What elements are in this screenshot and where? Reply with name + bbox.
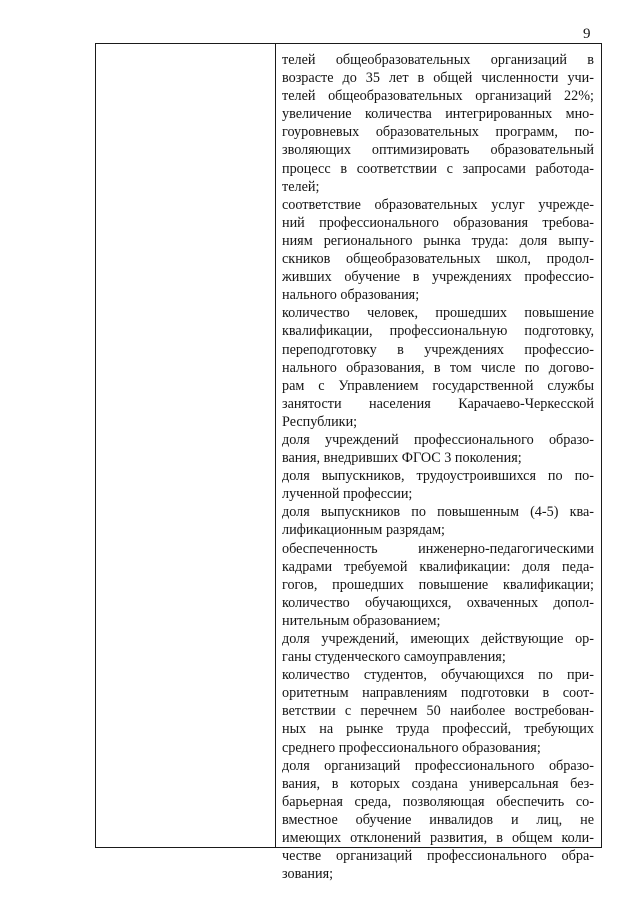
text-line: количество студентов, обучающихся по при-	[282, 667, 594, 684]
text-line: ветствии с перечнем 50 наиболее востребован-	[282, 703, 594, 720]
page-number: 9	[583, 26, 591, 42]
table-right-cell	[282, 51, 594, 883]
text-line: скников общеобразовательных школ, продол-	[282, 251, 594, 268]
text-line: нального образования, в том числе по догово-	[282, 359, 594, 376]
text-line: количество обучающихся, охваченных допол-	[282, 594, 594, 611]
text-line: гоуровневых образовательных программ, по-	[282, 124, 594, 141]
text-line: возрасте до 35 лет в общей численности учи-	[282, 70, 594, 87]
text-line: переподготовку в учреждениях профессио-	[282, 341, 594, 358]
text-line: ний профессионального образования требова-	[282, 214, 594, 231]
text-line: вания, в которых создана универсальная без-	[282, 775, 594, 792]
document-table	[95, 43, 602, 883]
text-line: гогов, прошедших повышение квалификации;	[282, 576, 594, 593]
text-line: ных на рынке труда профессий, требующих	[282, 721, 594, 738]
text-line: лученной профессии;	[282, 486, 413, 503]
text-line: нального образования;	[282, 287, 420, 304]
text-line: ниям регионального рынка труда: доля выпу-	[282, 232, 594, 249]
text-line: зволяющих оптимизировать образовательный	[282, 142, 594, 159]
text-line: живших обучение в учреждениях профессио-	[282, 269, 594, 286]
text-line: телей;	[282, 178, 320, 195]
text-line: рам с Управлением государственной службы	[282, 377, 594, 394]
text-line: соответствие образовательных услуг учрежде-	[282, 196, 594, 213]
text-line: нительным образованием;	[282, 612, 441, 629]
text-line: зования;	[282, 866, 334, 883]
text-line: вместное обучение инвалидов и лиц, не	[282, 811, 594, 828]
text-line: ганы студенческого самоуправления;	[282, 649, 506, 666]
text-line: доля учреждений, имеющих действующие ор-	[282, 631, 594, 647]
table-left-cell	[96, 44, 276, 847]
text-line: занятости населения Карачаево-Черкесской	[282, 395, 594, 412]
text-line: доля организаций профессионального образо-	[282, 757, 594, 774]
text-line: оритетным направлениям подготовки в соот-	[282, 685, 594, 702]
text-line: доля выпускников по повышенным (4-5) ква-	[282, 504, 594, 521]
text-line: телей общеобразовательных организаций в	[282, 52, 594, 68]
text-line: доля выпускников, трудоустроившихся по по-	[282, 468, 594, 485]
text-line: кадрами требуемой квалификации: доля педа-	[282, 558, 594, 575]
text-line: Республики;	[282, 413, 358, 430]
text-line: честве организаций профессионального обра-	[282, 848, 594, 865]
text-line: среднего профессионального образования;	[282, 739, 541, 756]
text-line: квалификации, профессиональную подготовку,	[282, 323, 594, 340]
text-line: количество человек, прошедших повышение	[282, 305, 594, 322]
text-line: телей общеобразовательных организаций 22%;	[282, 88, 594, 105]
text-line: барьерная среда, позволяющая обеспечить со-	[282, 793, 594, 810]
text-line: обеспеченность инженерно-педагогическими	[282, 540, 594, 557]
text-line: процесс в соответствии с запросами работода-	[282, 160, 594, 177]
text-line: лификационным разрядам;	[282, 522, 446, 539]
text-line: доля учреждений профессионального образо-	[282, 431, 594, 448]
text-line: увеличение количества интегрированных мно-	[282, 106, 594, 123]
text-line: вания, внедривших ФГОС 3 поколения;	[282, 450, 522, 467]
text-line: имеющих отклонений развития, в общем коли-	[282, 830, 594, 847]
